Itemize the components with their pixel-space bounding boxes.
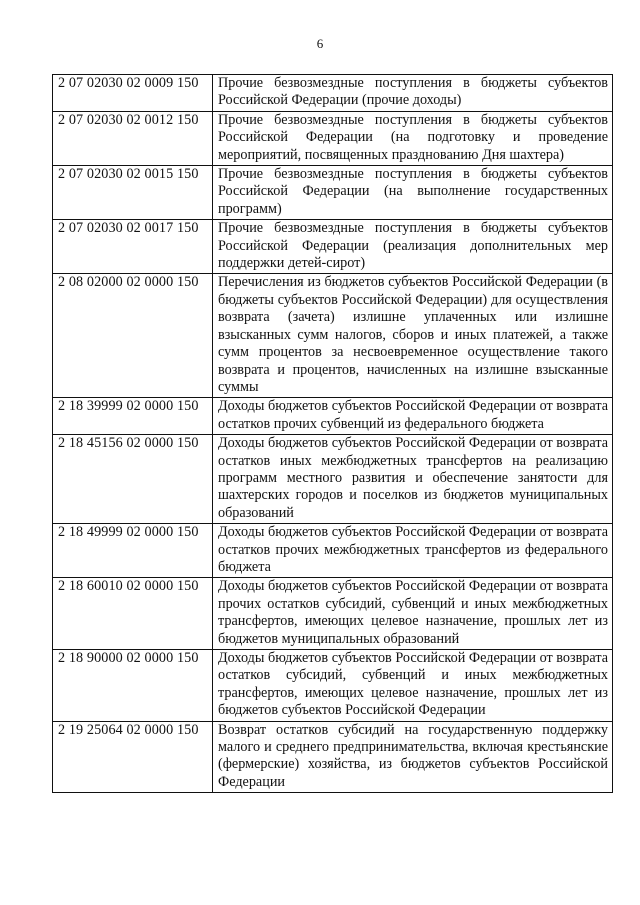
table-row xyxy=(53,650,613,722)
table-body xyxy=(53,75,613,793)
code-cell: 2 18 49999 02 0000 150 xyxy=(53,524,213,578)
description-cell: Возврат остатков субсидий на государственную поддержку малого и среднего предпринимательства, включая крестьянские (фермерские) хозяйства, из бюджетов субъектов Российской Федерации xyxy=(213,721,613,793)
code-cell: 2 07 02030 02 0017 150 xyxy=(53,220,213,274)
table-row xyxy=(53,578,613,650)
table-row xyxy=(53,111,613,165)
table-row xyxy=(53,398,613,435)
code-cell: 2 08 02000 02 0000 150 xyxy=(53,274,213,398)
budget-codes-table xyxy=(52,74,613,793)
table-row xyxy=(53,274,613,398)
code-cell: 2 18 60010 02 0000 150 xyxy=(53,578,213,650)
code-cell: 2 07 02030 02 0012 150 xyxy=(53,111,213,165)
table-row xyxy=(53,220,613,274)
code-cell: 2 18 45156 02 0000 150 xyxy=(53,435,213,524)
description-cell: Прочие безвозмездные поступления в бюджеты субъектов Российской Федерации (на выполнение государственных программ) xyxy=(213,166,613,220)
description-cell: Доходы бюджетов субъектов Российской Федерации от возврата прочих остатков субсидий, субвенций и иных межбюджетных трансфертов, имеющих целевое назначение, прошлых лет из бюджетов муниципальных образований xyxy=(213,578,613,650)
description-cell: Перечисления из бюджетов субъектов Российской Федерации (в бюджеты субъектов Российской Федерации) для осуществления возврата (зачета) излишне уплаченных или излишне взысканных сумм налогов, сборов и иных платежей, а также сумм процентов за несвоевременное осуществление такого возврата и процентов, начисленных на излишне взысканные суммы xyxy=(213,274,613,398)
description-cell: Доходы бюджетов субъектов Российской Федерации от возврата остатков прочих межбюджетных трансфертов из федерального бюджета xyxy=(213,524,613,578)
description-cell: Прочие безвозмездные поступления в бюджеты субъектов Российской Федерации (реализация дополнительных мер поддержки детей-сирот) xyxy=(213,220,613,274)
table-row xyxy=(53,721,613,793)
code-cell: 2 18 39999 02 0000 150 xyxy=(53,398,213,435)
table-row xyxy=(53,166,613,220)
description-cell: Прочие безвозмездные поступления в бюджеты субъектов Российской Федерации (на подготовку и проведение мероприятий, посвященных празднованию Дня шахтера) xyxy=(213,111,613,165)
code-cell: 2 07 02030 02 0015 150 xyxy=(53,166,213,220)
code-cell: 2 19 25064 02 0000 150 xyxy=(53,721,213,793)
table-row xyxy=(53,524,613,578)
description-cell: Прочие безвозмездные поступления в бюджеты субъектов Российской Федерации (прочие доходы) xyxy=(213,75,613,112)
code-cell: 2 07 02030 02 0009 150 xyxy=(53,75,213,112)
table-row xyxy=(53,75,613,112)
code-cell: 2 18 90000 02 0000 150 xyxy=(53,650,213,722)
table-row xyxy=(53,435,613,524)
page-number: 6 xyxy=(316,36,324,51)
description-cell: Доходы бюджетов субъектов Российской Федерации от возврата остатков прочих субвенций из федерального бюджета xyxy=(213,398,613,435)
description-cell: Доходы бюджетов субъектов Российской Федерации от возврата остатков субсидий, субвенций и иных межбюджетных трансфертов, имеющих целевое назначение, прошлых лет из бюджетов субъектов Российской Федерации xyxy=(213,650,613,722)
description-cell: Доходы бюджетов субъектов Российской Федерации от возврата остатков иных межбюджетных трансфертов на реализацию программ местного развития и обеспечение занятости для шахтерских городов и поселков из бюджетов муниципальных образований xyxy=(213,435,613,524)
